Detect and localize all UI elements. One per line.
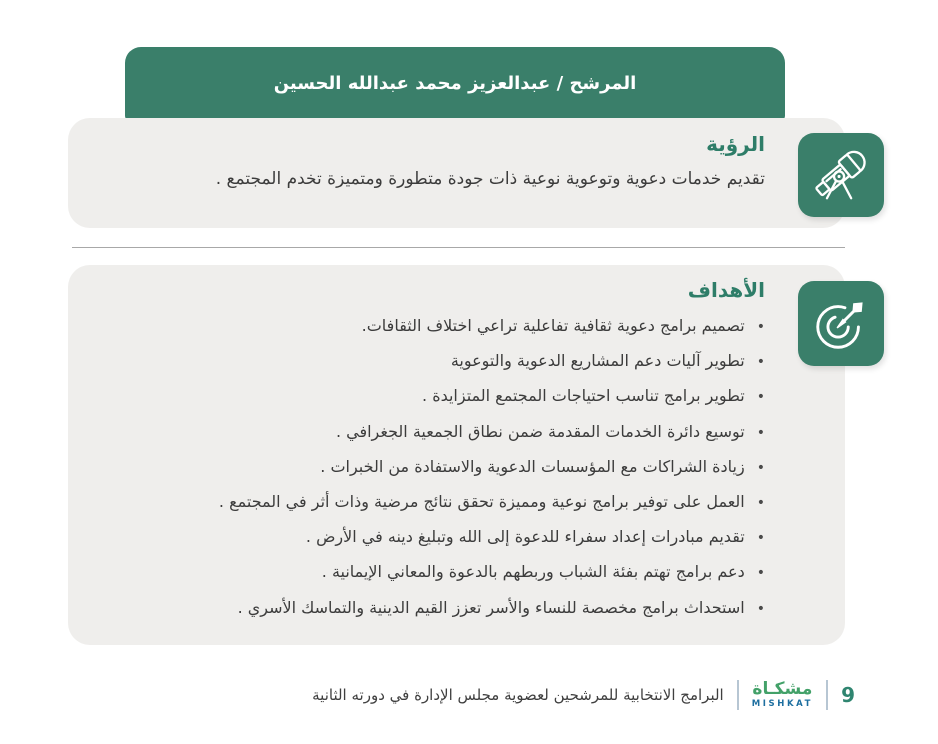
telescope-icon: [798, 133, 884, 217]
footer-divider: [826, 680, 828, 710]
objectives-title: الأهداف: [687, 278, 765, 302]
mishkat-logo: [752, 681, 813, 709]
target-dart-icon: [798, 281, 884, 366]
footer-divider: [737, 680, 739, 710]
objective-item: • دعم برامج تهتم بفئة الشباب وربطهم بالدعوة والمعاني الإيمانية .: [94, 555, 765, 590]
section-divider: [72, 247, 845, 248]
vision-title: الرؤية: [706, 132, 765, 156]
candidate-name: المرشح / عبدالعزيز محمد عبدالله الحسين: [273, 73, 637, 94]
mishkat-logo-latin: MISHKAT: [751, 699, 814, 710]
objectives-section: [68, 265, 845, 645]
objective-item: • العمل على توفير برامج نوعية ومميزة تحقق نتائج مرضية وذات أثر في المجتمع .: [94, 485, 765, 520]
footer-caption: البرامج الانتخابية للمرشحين لعضوية مجلس الإدارة في دورته الثانية: [312, 686, 724, 704]
objective-item: • تقديم مبادرات إعداد سفراء للدعوة إلى الله وتبليغ دينه في الأرض .: [94, 520, 765, 555]
mishkat-logo-arabic: مشكـاة: [752, 679, 813, 700]
vision-body: تقديم خدمات دعوية وتوعوية نوعية ذات جودة متطورة ومتميزة تخدم المجتمع .: [215, 169, 765, 189]
vision-section: [68, 118, 845, 228]
objective-item: • توسيع دائرة الخدمات المقدمة ضمن نطاق الجمعية الجغرافي .: [94, 415, 765, 450]
page-number: 9: [841, 683, 855, 707]
objectives-list: [94, 309, 765, 626]
footer: [312, 672, 855, 718]
objective-item: • استحداث برامج مخصصة للنساء والأسر تعزز القيم الدينية والتماسك الأسري .: [94, 591, 765, 626]
candidate-banner: [125, 47, 785, 120]
objective-item: • تصميم برامج دعوية ثقافية تفاعلية تراعي اختلاف الثقافات.: [94, 309, 765, 344]
objective-item: • تطوير آليات دعم المشاريع الدعوية والتوعوية: [94, 344, 765, 379]
objective-item: • تطوير برامج تناسب احتياجات المجتمع المتزايدة .: [94, 379, 765, 414]
objective-item: • زيادة الشراكات مع المؤسسات الدعوية والاستفادة من الخبرات .: [94, 450, 765, 485]
